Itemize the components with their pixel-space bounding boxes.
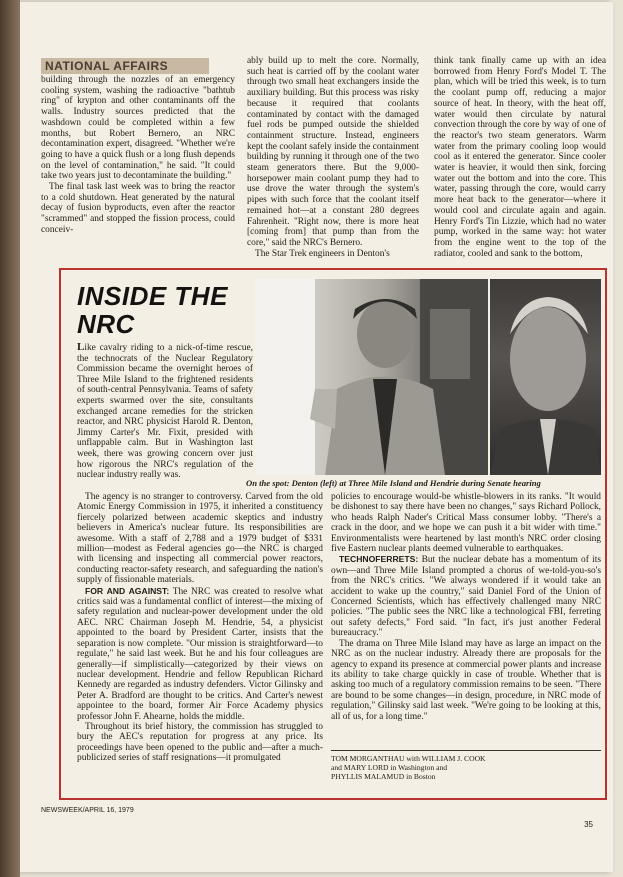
intro-text: ike cavalry riding to a nick-of-time rescue, the technocrats of the Nuclear Regulatory Commission became the overnight heroes of Three Mile Island to the frightened residents of south-central Pennsylvania. Teams of safety experts swarmed over the site, consultants exchanged arcane remedies for the stricken reactor, and NRC physicist Harold R. Denton, Jimmy Carter's Mr. Fixit, presided with unflappable calm. But in Washington last week, there was growing concern over just how rigorous the NRC's regulation of the nuclear industry really was. (77, 343, 253, 481)
paragraph: ably build up to melt the core. Normally, such heat is carried off by the coolant water through two small heat exchangers inside the auxiliary building. But this process was risky because it required that coolants contaminated by contact with the damaged fuel rods be pumped outside the shielded containment structure. Instead, engineers kept the coolant safely inside the containment building by running it through one of the two steam generators there. But the 9,000-horsepower main coolant pump they had to use drove the water through the system's pipes with such force that the coolant itself remained hot—at a constant 280 degrees Fahrenheit. "Right now, there is more heat [coming from] that pump than from the core," said the NRC's Bernero. (247, 56, 419, 248)
article-column-3 (434, 56, 606, 259)
feature-title: INSIDE THE NRC (77, 281, 228, 339)
paragraph: building through the nozzles of an emergency cooling system, washing the radioactive "bathtub ring" of krypton and other contaminants off the walls. Industry sources predicted that the washdown could be completed within a few months, but Robert Bernero, an NRC decontamination expert, disagreed. "Whether we're going to have a quick flush or a long flush depends on the level of contamination," he said. "It could take two years just to decontaminate the building." (41, 75, 235, 182)
magazine-page (20, 2, 613, 872)
feature-box (59, 268, 607, 800)
subhead: FOR AND AGAINST: (85, 585, 170, 596)
paragraph (331, 639, 601, 722)
feature-column-1 (77, 492, 323, 764)
photo-denton-image (255, 279, 488, 475)
photo-hendrie-image (490, 279, 601, 475)
paragraph (331, 492, 601, 554)
feature-intro (77, 342, 253, 481)
feature-column-2 (331, 492, 601, 722)
byline-line: TOM MORGANTHAU with WILLIAM J. COOK (331, 754, 486, 763)
paragraph-text: The drama on Three Mile Island may have as large an impact on the NRC as on the nuclear industry. Already there are proposals for the agency to expand its presence at commercial power plants and increase its ability to take charge quickly in case of trouble. Whether that is asking too much of a regulatory commission remains to be seen. "There are bound to be some changes—in design, procedure, in NRC mode of regulation," Gilinsky said last week. "We're going to be looking at this, all of us, for a long time." (331, 638, 601, 722)
footer-publication-date: NEWSWEEK/APRIL 16, 1979 (41, 807, 134, 814)
byline (331, 750, 601, 781)
paragraph-text: But the nuclear debate has a momentum of its own—and Three Mile Island prompted a chorus of we-told-you-so's from the NRC's critics. "We always wondered if it would take an accident to wake up the country," said Daniel Ford of the Union of Concerned Scientists, which has effectively challenged many NRC policies. "The public sees the NRC like a technological FBI, ferreting out safety defects," Ford said. "In fact, it's just another Federal bureaucracy." (331, 555, 601, 639)
paragraph (331, 554, 601, 638)
byline-line: PHYLLIS MALAMUD in Boston (331, 772, 436, 781)
paragraph-text: policies to encourage would-be whistle-blowers in its ranks. "It would be dishonest to say there have been no changes," says Richard Pollock, who heads Ralph Nader's Critical Mass consumer lobby. "There's a crack in the door, and we hope we can push it a bit wider with time." Environmentalists were heartened by last month's NRC order closing five Eastern nuclear plants deemed vulnerable to earthquakes. (331, 492, 601, 555)
paragraph: The Star Trek engineers in Denton's (255, 248, 390, 259)
paragraph (77, 722, 323, 764)
photo-denton (255, 279, 488, 475)
paragraph (77, 492, 323, 586)
paragraph-text: The NRC was created to resolve what critics said was a fundamental conflict of interest—the mixing of safety regulation and nuclear-power development under the old AEC. NRC Chairman Joseph M. Hendrie, 54, a physicist appointed to the board by President Carter, insists that the separation is now complete. "Our mission is straightforward—to regulate," he said last week. But he and his four colleagues are generally—if simplistically—categorized by their views on nuclear development. Hendrie and fellow Republican Richard Kennedy are regarded as industry defenders. Victor Gilinsky and Peter A. Bradford are thought to be critics. And Carter's newest appointee to the board, former Air Force Academy physics professor John F. Ahearne, holds the middle. (77, 586, 323, 722)
photo-hendrie (490, 279, 601, 475)
drop-cap: L (77, 341, 85, 353)
article-column-2 (247, 56, 419, 259)
paragraph: The final task last week was to bring the reactor to a cold shutdown. Heat generated by the natural decay of fusion byproducts, even after the reactor "scrammed" and stopped the fission process, could conceiv- (41, 182, 235, 235)
subhead: TECHNOFERRETS: (339, 554, 419, 565)
page-number: 35 (584, 820, 593, 829)
paragraph: think tank finally came up with an idea borrowed from Henry Ford's Model T. The plan, which will be tried this week, is to turn the coolant pump off, reducing a major source of heat. In theory, with the heat off, water would then circulate by natural convection through the core by way of one of the reactor's two steam generators. Warm water from the primary cooling loop would cool as it entered the generator. Since cooler water is heavier, it would then sink, forcing water out the bottom and into the core. This water, passing through the core, would carry more heat back to the generator—where it would cool and circulate again and again. Henry Ford's Tin Lizzie, which had no water pump, worked in the same way: hot water from the engine went to the top of the radiator, cooled and sank to the bottom, (434, 56, 606, 259)
article-column-1 (41, 75, 235, 236)
photo-caption: On the spot: Denton (left) at Three Mile Island and Hendrie during Senate hearing (246, 478, 541, 488)
paragraph-text: The agency is no stranger to controversy. Carved from the old Atomic Energy Commission in 1975, it inherited a constituency fiercely polarized between academic skeptics and industry believers in America's nuclear future. Its responsibilities are awesome. With a staff of 2,788 and a 1979 budget of $331 million—modest as Federal agencies go—the NRC is charged with licensing and inspecting all commercial power reactors, conducting reactor-safety research, and safeguarding the nation's supply of fissionable materials. (77, 492, 323, 586)
section-label: NATIONAL AFFAIRS (41, 58, 209, 74)
paragraph (77, 586, 323, 722)
byline-line: and MARY LORD in Washington and (331, 763, 448, 772)
paragraph-text: Throughout its brief history, the commission has struggled to bury the AEC's reputation for progress at any price. Its proceedings have been opened to the public and—after a much-publicized series of staff resignations—it promulgated (77, 721, 323, 764)
